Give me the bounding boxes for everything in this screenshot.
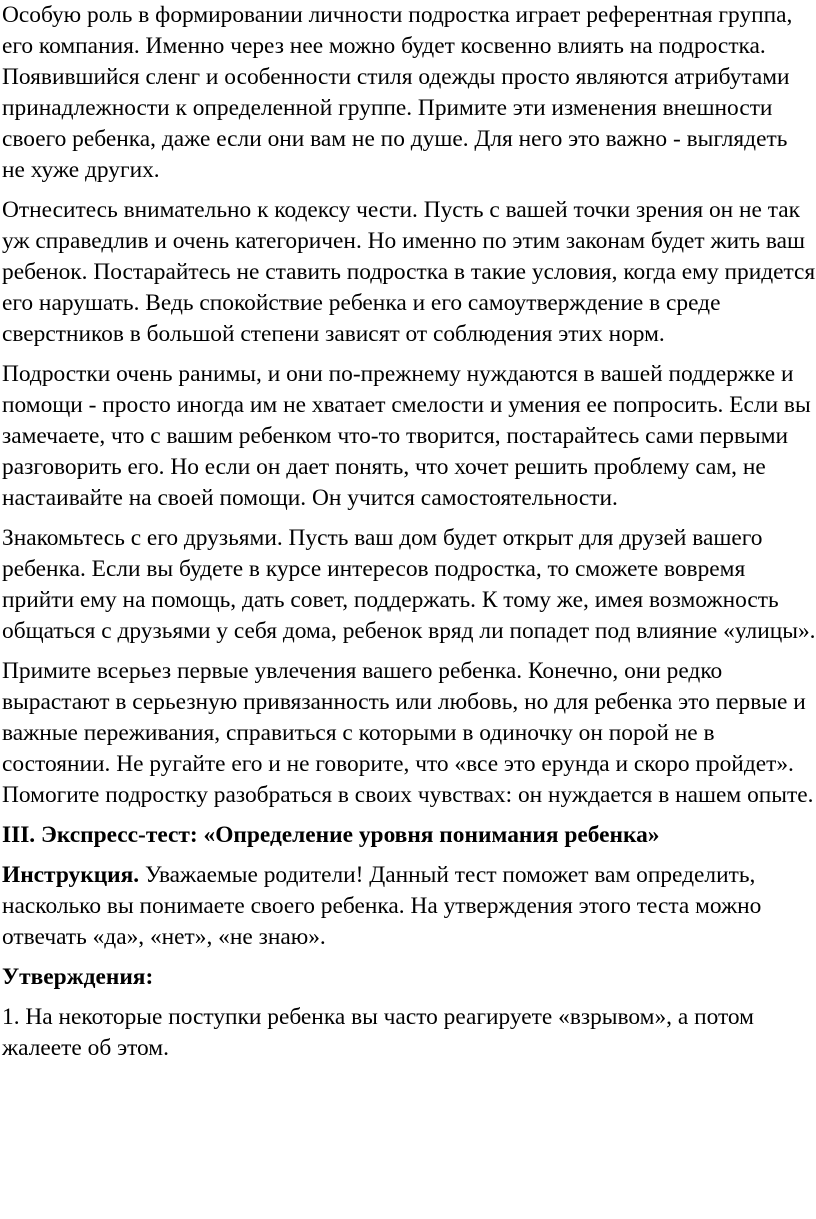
statement-item: 1. На некоторые поступки ребенка вы часто реагируете «взрывом», а потом жалеете об этом.	[2, 1004, 754, 1061]
section-heading: III. Экспресс-тест: «Определение уровня понимания ребенка»	[2, 822, 660, 848]
paragraph-friends: Знакомьтесь с его друзьями. Пусть ваш дом будет открыт для друзей вашего ребенка. Если вы будете в курсе интересов подростка, то сможете вовремя прийти ему на помощь, дать совет, поддержать. К тому же, имея возможность общаться с друзьями у себя дома, ребенок вряд ли попадет под влияние «улицы».	[2, 525, 816, 644]
paragraph-referent-group: Особую роль в формировании личности подростка играет референтная группа, его компания. Именно через нее можно будет косвенно влиять на подростка. Появившийся сленг и особенности стиля одежды просто являются атрибутами принадлежности к определенной группе. Примите эти изменения внешности своего ребенка, даже если они вам не по душе. Для него это важно - выглядеть не хуже других.	[2, 2, 793, 183]
paragraph-code-of-honor: Отнеситесь внимательно к кодексу чести. Пусть с вашей точки зрения он не так уж справедлив и очень категоричен. Но именно по этим законам будет жить ваш ребенок. Постарайтесь не ставить подростка в такие условия, когда ему придется его нарушать. Ведь спокойствие ребенка и его самоутверждение в среде сверстников в большой степени зависят от соблюдения этих норм.	[2, 197, 816, 347]
paragraph-support: Подростки очень ранимы, и они по-прежнему нуждаются в вашей поддержке и помощи - просто иногда им не хватает смелости и умения ее попросить. Если вы замечаете, что с вашим ребенком что-то творится, постарайтесь сами первыми разговорить его. Но если он дает понять, что хочет решить проблему сам, не настаивайте на своей помощи. Он учится самостоятельности.	[2, 361, 811, 511]
paragraph-first-love: Примите всерьез первые увлечения вашего ребенка. Конечно, они редко вырастают в серьезную привязанность или любовь, но для ребенка это первые и важные переживания, справиться с которыми в одиночку он порой не в состоянии. Не ругайте его и не говорите, что «все это ерунда и скоро пройдет». Помогите подростку разобраться в своих чувствах: он нуждается в нашем опыте.	[2, 658, 814, 808]
statements-heading: Утверждения:	[2, 964, 154, 990]
instruction-label: Инструкция.	[2, 862, 140, 888]
instruction-text: Уважаемые родители! Данный тест поможет вам определить, насколько вы понимаете своего ребенка. На утверждения этого теста можно отвечать «да», «нет», «не знаю».	[2, 862, 762, 950]
instruction-paragraph	[2, 860, 816, 953]
